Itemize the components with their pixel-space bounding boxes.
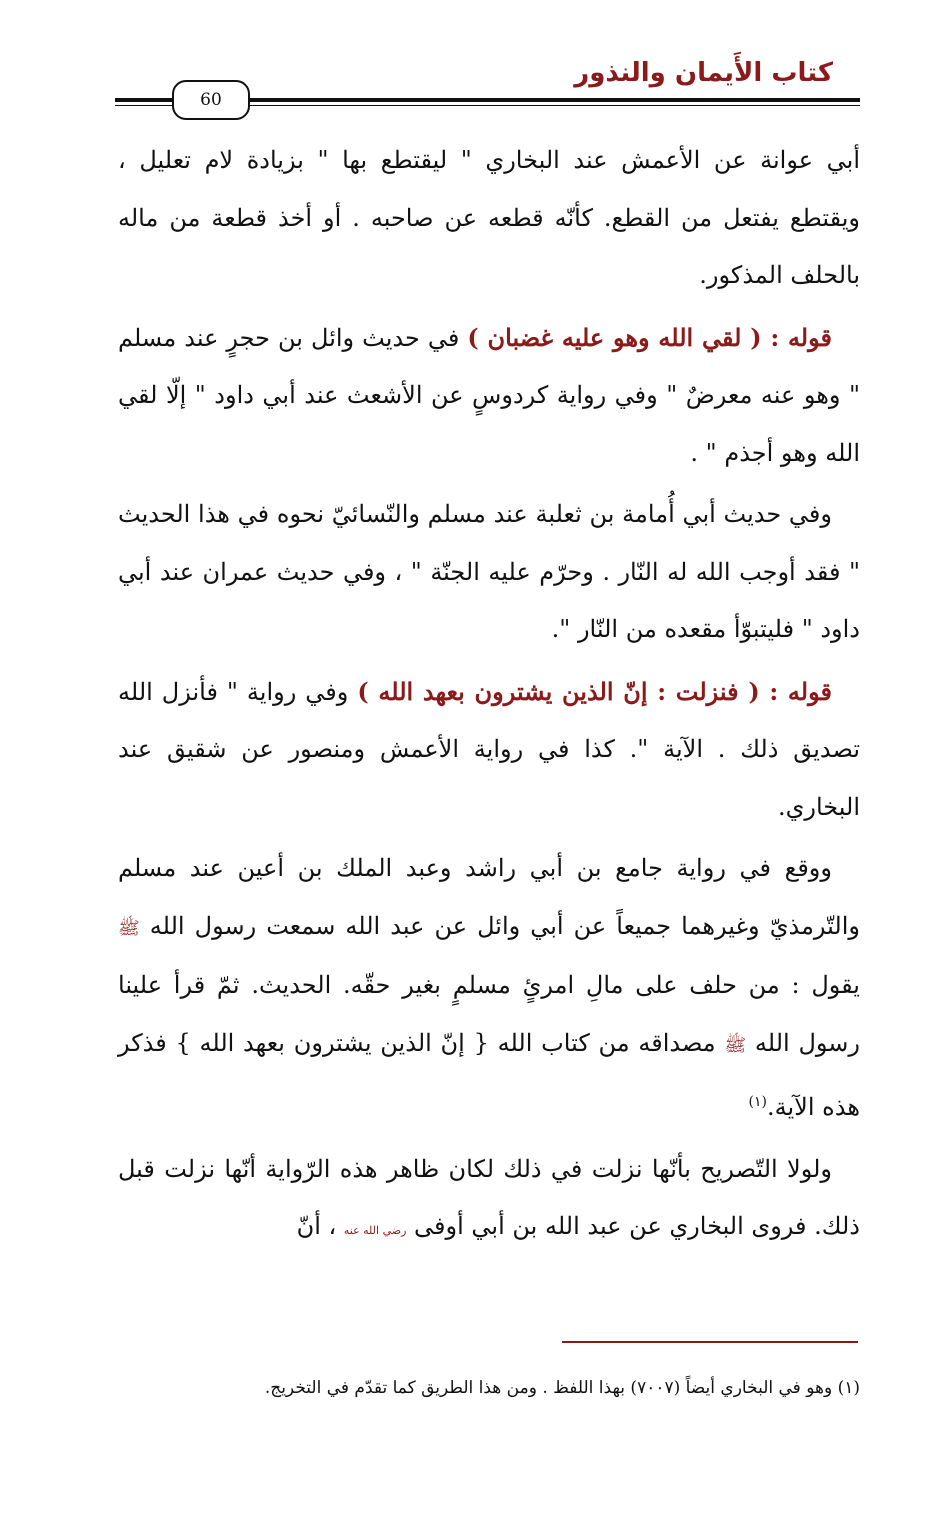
footnote: (١) وهو في البخاري أيضاً (٧٠٠٧) بهذا اللفظ . ومن هذا الطريق كما تقدّم في التخريج. (264, 1378, 860, 1398)
footnote-separator (562, 1341, 858, 1343)
body-text (118, 132, 860, 1264)
header-title: كتاب الأَيمان والنذور (574, 58, 833, 88)
page-number: 60 (172, 80, 250, 120)
paragraph-2: قوله : ( لقي الله وهو عليه غضبان ) في حديث وائل بن حجرٍ عند مسلم " وهو عنه معرضٌ " وفي رواية كردوسٍ عن الأشعث عند أبي داود " إلّا لقي الله وهو أجذم " . (118, 322, 860, 467)
footnote-reference[interactable]: (١) (748, 1094, 767, 1110)
salutation-symbol: ﷺ (118, 917, 140, 939)
paragraph-5: ووقع في رواية جامع بن أبي راشد وعبد الملك بن أعين عند مسلم والتّرمذيّ وغيرهما جميعاً عن أبي وائل عن عبد الله سمعت رسول الله ﷺ يقول : من حلف على مالِ امرئٍ مسلمٍ بغير حقّه. الحديث. ثمّ قرأ علينا رسول الله ﷺ مصداقه من كتاب الله { إنّ الذين يشترون بعهد الله } فذكر هذه الآية.$^{(١)}$ (118, 854, 860, 1121)
paragraph-1: أبي عوانة عن الأعمش عند البخاري " ليقتطع بها " بزيادة لام تعليل ، ويقتطع يفتعل من القطع. كأنّه قطعه عن صاحبه . أو أخذ قطعة من ماله بالحلف المذكور. (118, 146, 861, 289)
quoted-heading: قوله : ( لقي الله وهو عليه غضبان ) (467, 322, 832, 352)
paragraph-3: وفي حديث أبي أُمامة بن ثعلبة عند مسلم والنّسائيّ نحوه في هذا الحديث " فقد أوجب الله له النّار . وحرّم عليه الجنّة " ، وفي حديث عمران عند أبي داود " فليتبوّأ مقعده من النّار ". (118, 500, 860, 643)
paragraph-4: قوله : ( فنزلت : إنّ الذين يشترون بعهد الله ) وفي رواية " فأنزل الله تصديق ذلك . الآية ". كذا في رواية الأعمش ومنصور عن شقيق عند البخاري. (118, 676, 860, 821)
salutation-symbol: ﷺ (724, 1034, 747, 1056)
paragraph-6: ولولا التّصريح بأنّها نزلت في ذلك لكان ظاهر هذه الرّواية أنّها نزلت قبل ذلك. فروى البخاري عن عبد الله بن أبي أوفى رضي الله عنه ، أنّ (118, 1154, 860, 1240)
honorific-symbol: رضي الله عنه (343, 1224, 407, 1237)
quoted-heading: قوله : ( فنزلت : إنّ الذين يشترون بعهد الله ) (357, 676, 832, 706)
